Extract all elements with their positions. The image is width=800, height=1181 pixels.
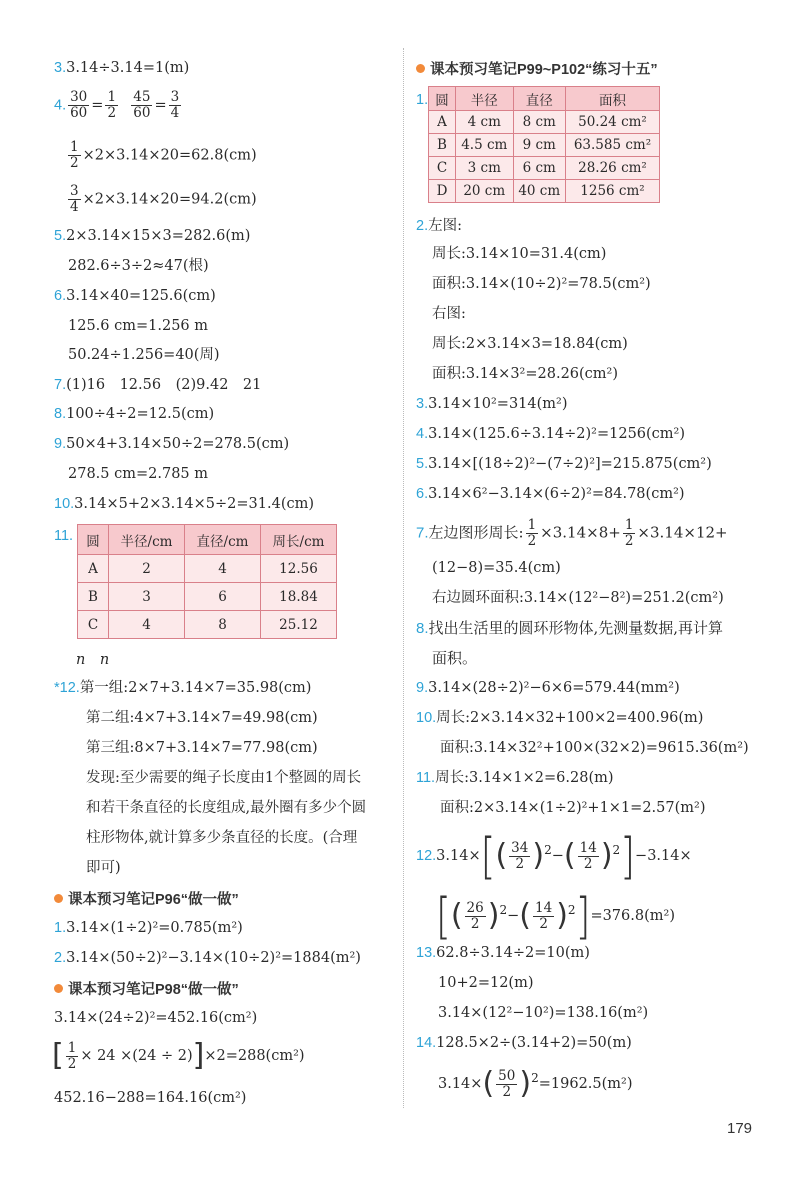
table-header: 直径/cm <box>185 525 261 555</box>
fraction: $\frac{26}{2}$ <box>466 899 484 932</box>
circle-table-left <box>77 524 337 639</box>
page-number: 179 <box>727 1120 753 1137</box>
p98-line1: 3.14×(24÷2)²=452.16(cm²) <box>54 1010 258 1026</box>
answer-5-line2: 282.6÷3÷2≈47(根) <box>68 258 209 274</box>
fraction: $\frac{14}{2}$ <box>535 899 553 932</box>
answer-12-line2: 第二组:4×7+3.14×7=49.98(cm) <box>86 710 318 726</box>
answer-12-line5: 和若干条直径的长度组成,最外圈有多少个圆 <box>86 800 367 816</box>
exercise-14: 14.128.5×2÷(3.14+2)=50(m) <box>416 1035 632 1051</box>
table-header: 直径 <box>513 87 565 111</box>
exercise-3: 3.3.14×10²=314(m²) <box>416 396 568 412</box>
table-row: C 3 cm 6 cm 28.26 cm² <box>429 157 660 180</box>
p98-line2: [ $\frac{1}{2}$ × 24 ×(24 ÷ 2)]×2=288(cm²) <box>52 1038 305 1073</box>
exercise-11: 11.周长:3.14×1×2=6.28(m) <box>416 770 614 786</box>
table-header: 面积 <box>565 87 659 111</box>
exercise-2: 2.左图: <box>416 218 462 234</box>
bullet-dot-icon <box>54 984 63 993</box>
answer-10: 10.3.14×5+2×3.14×5÷2=31.4(cm) <box>54 496 315 512</box>
fraction: $\frac{3}{4}$ <box>70 183 79 215</box>
exercise-2-line4: 右图: <box>432 306 466 322</box>
table-header: 圆 <box>78 525 109 555</box>
exercise-6: 6.3.14×6²−3.14×(6÷2)²=84.78(cm²) <box>416 486 685 502</box>
exercise-9: 9.3.14×(28÷2)²−6×6=579.44(mm²) <box>416 680 680 696</box>
table-row: A 2 4 12.56 <box>78 555 337 583</box>
answer-11-note: n n <box>76 652 110 668</box>
exercise-11-line2: 面积:2×3.14×(1÷2)²+1×1=2.57(m²) <box>440 800 706 816</box>
answer-8: 8.100÷4÷2=12.5(cm) <box>54 406 215 422</box>
fraction: $\frac{3}{4}$ <box>170 89 180 121</box>
answer-4-line3: $\frac{3}{4}$ ×2×3.14×20=94.2(cm) <box>70 183 257 215</box>
exercise-5: 5.3.14×[(18÷2)²−(7÷2)²]=215.875(cm²) <box>416 456 712 472</box>
fraction: $\frac{1}{2}$ <box>107 89 117 121</box>
fraction: $\frac{50}{2}$ <box>498 1067 516 1100</box>
fraction: $\frac{1}{2}$ <box>527 517 537 549</box>
table-header: 半径/cm <box>109 525 185 555</box>
fraction: $\frac{14}{2}$ <box>579 839 597 872</box>
exercise-10: 10.周长:2×3.14×32+100×2=400.96(m) <box>416 710 704 726</box>
exercise-14-line2: 3.14×( $\frac{50}{2}$ )$^2$=1962.5(m²) <box>438 1066 633 1101</box>
answer-12-line7: 即可) <box>86 860 121 876</box>
answer-6-line2: 125.6 cm=1.256 m <box>68 318 209 334</box>
answer-3: 3.3.14÷3.14=1(m) <box>54 60 190 76</box>
exercise-2-line6: 面积:3.14×3²=28.26(cm²) <box>432 366 619 382</box>
table-header: 周长/cm <box>261 525 337 555</box>
exercise-13: 13.62.8÷3.14÷2=10(m) <box>416 945 590 961</box>
answer-12-line3: 第三组:8×7+3.14×7=77.98(cm) <box>86 740 318 756</box>
answer-5: 5.2×3.14×15×3=282.6(m) <box>54 228 251 244</box>
exercise-2-line5: 周长:2×3.14×3=18.84(cm) <box>432 336 628 352</box>
exercise-7-line3: 右边圆环面积:3.14×(12²−8²)=251.2(cm²) <box>432 590 724 606</box>
exercise-7-line2: (12−8)=35.4(cm) <box>432 560 561 576</box>
answer-12-line4: 发现:至少需要的绳子长度由1个整圆的周长 <box>86 770 362 786</box>
exercise-12: 12.3.14×[( $\frac{34}{2}$ )$^2$−( $\frac{14}{2}$ )$^2$]−3.14× <box>416 827 692 885</box>
p98-line3: 452.16−288=164.16(cm²) <box>54 1090 247 1106</box>
column-divider <box>403 48 404 1108</box>
table-header: 圆 <box>429 87 456 111</box>
table-row: B 4.5 cm 9 cm 63.585 cm² <box>429 134 660 157</box>
section-heading-p98: 课本预习笔记P98“做一做” <box>54 978 239 999</box>
exercise-2-line3: 面积:3.14×(10÷2)²=78.5(cm²) <box>432 276 651 292</box>
answer-9-line2: 278.5 cm=2.785 m <box>68 466 209 482</box>
answer-6-line3: 50.24÷1.256=40(周) <box>68 347 220 363</box>
exercise-10-line2: 面积:3.14×32²+100×(32×2)=9615.36(m²) <box>440 740 749 756</box>
fraction: $\frac{34}{2}$ <box>511 839 529 872</box>
exercise-8: 8.找出生活里的圆环形物体,先测量数据,再计算 <box>416 619 724 637</box>
exercise-7: 7.左边图形周长: $\frac{1}{2}$ ×3.14×8+ $\frac{1}{2}$ ×3.14×12+ <box>416 517 728 549</box>
answer-6: 6.3.14×40=125.6(cm) <box>54 288 216 304</box>
answer-12-line6: 柱形物体,就计算多少条直径的长度。(合理 <box>86 830 358 846</box>
fraction: $\frac{45}{60}$ <box>133 89 151 121</box>
bullet-dot-icon <box>416 64 425 73</box>
answer-9: 9.50×4+3.14×50÷2=278.5(cm) <box>54 436 290 452</box>
answer-4: 4. $\frac{30}{60}$ = $\frac{1}{2}$ $\frac{45}{60}$ = $\frac{3}{4}$ <box>54 89 180 121</box>
answer-7: 7.(1)16 12.56 (2)9.42 21 <box>54 377 262 393</box>
exercise-8-line2: 面积。 <box>432 649 478 667</box>
section-heading-p99: 课本预习笔记P99~P102“练习十五” <box>416 58 658 79</box>
p96-answer-2: 2.3.14×(50÷2)²−3.14×(10÷2)²=1884(m²) <box>54 950 361 966</box>
answer-11-label: 11. <box>54 528 74 544</box>
bullet-dot-icon <box>54 894 63 903</box>
exercise-13-line3: 3.14×(12²−10²)=138.16(m²) <box>438 1005 649 1021</box>
p96-answer-1: 1.3.14×(1÷2)²=0.785(m²) <box>54 920 243 936</box>
fraction: $\frac{1}{2}$ <box>70 139 79 171</box>
table-row: A 4 cm 8 cm 50.24 cm² <box>429 111 660 134</box>
table-row: C 4 8 25.12 <box>78 611 337 639</box>
section-heading-p96: 课本预习笔记P96“做一做” <box>54 888 239 909</box>
exercise-12-line2: [( $\frac{26}{2}$ )$^2$−( $\frac{14}{2}$ )$^2$]=376.8(m²) <box>436 887 675 945</box>
fraction: $\frac{1}{2}$ <box>67 1039 77 1072</box>
exercise-4: 4.3.14×(125.6÷3.14÷2)²=1256(cm²) <box>416 426 686 442</box>
table-row: B 3 6 18.84 <box>78 583 337 611</box>
circle-table-right <box>428 86 660 203</box>
fraction: $\frac{1}{2}$ <box>624 517 634 549</box>
answer-4-line2: $\frac{1}{2}$ ×2×3.14×20=62.8(cm) <box>70 139 257 171</box>
answer-12: *12.第一组:2×7+3.14×7=35.98(cm) <box>54 680 312 696</box>
exercise-1-label: 1. <box>416 92 429 108</box>
table-row: D 20 cm 40 cm 1256 cm² <box>429 180 660 203</box>
table-header: 半径 <box>456 87 514 111</box>
exercise-13-line2: 10+2=12(m) <box>438 975 534 991</box>
fraction: $\frac{30}{60}$ <box>70 89 88 121</box>
exercise-2-line2: 周长:3.14×10=31.4(cm) <box>432 246 607 262</box>
